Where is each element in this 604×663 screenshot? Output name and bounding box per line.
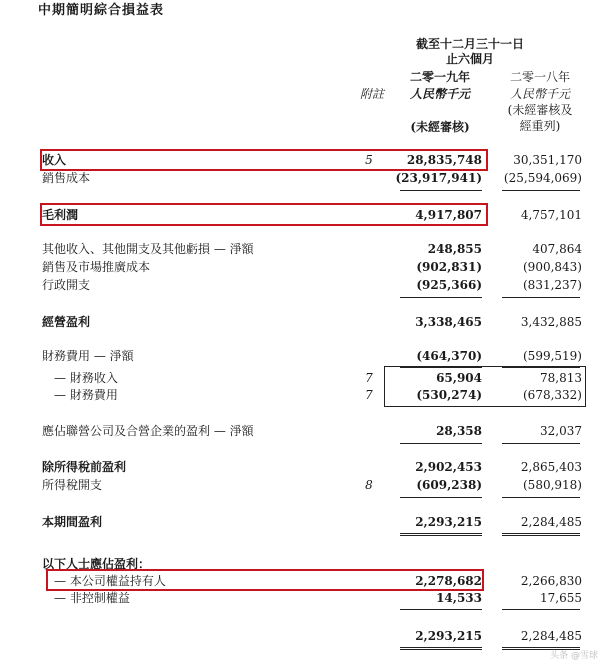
row-2018-profit-for-period: 2,284,485 xyxy=(520,515,582,529)
col2019-year: 二零一九年 xyxy=(409,70,470,84)
row-2018-equity-holders: 2,266,830 xyxy=(520,574,582,588)
row-2018-finance-income: 78,813 xyxy=(540,371,582,385)
row-2019-revenue: 28,835,748 xyxy=(406,153,482,167)
row-2019-cost-of-sales: (23,917,941) xyxy=(395,171,482,185)
rule-2018 xyxy=(502,609,580,610)
row-2019-profit-for-period: 2,293,215 xyxy=(415,515,482,529)
row-2019-finance-expense: (530,274) xyxy=(416,388,482,402)
col2018-unit: 人民幣千元 xyxy=(509,87,570,101)
rule-2019 xyxy=(400,443,482,444)
double-rule-2019 xyxy=(400,533,482,536)
row-label-equity-holders: — 本公司權益持有人 xyxy=(54,574,166,588)
row-2019-selling-costs: (902,831) xyxy=(416,260,482,274)
row-2019-attributable-total: 2,293,215 xyxy=(415,629,482,643)
row-note-finance-income: 7 xyxy=(365,371,373,385)
row-label-profit-before-tax: 除所得稅前盈利 xyxy=(42,460,127,474)
row-note-income-tax: 8 xyxy=(365,478,373,492)
col2019-unit: 人民幣千元 xyxy=(409,87,470,101)
row-label-non-controlling: — 非控制權益 xyxy=(54,591,130,605)
row-label-profit-for-period: 本期間盈利 xyxy=(42,515,103,529)
row-note-revenue: 5 xyxy=(365,153,373,167)
period-header-line2: 止六個月 xyxy=(445,52,494,66)
row-2019-non-controlling: 14,533 xyxy=(436,591,482,605)
rule-2018 xyxy=(502,443,580,444)
row-2018-other-income: 407,864 xyxy=(532,242,582,256)
row-2019-operating-profit: 3,338,465 xyxy=(415,315,482,329)
rule-2019 xyxy=(400,609,482,610)
row-2019-other-income: 248,855 xyxy=(427,242,482,256)
watermark: 头条 @雪球 xyxy=(550,651,598,661)
row-2018-cost-of-sales: (25,594,069) xyxy=(503,171,582,185)
row-2018-non-controlling: 17,655 xyxy=(540,591,582,605)
row-label-cost-of-sales: 銷售成本 xyxy=(42,171,91,185)
highlight-box-equity-holders xyxy=(46,569,484,591)
row-2019-income-tax: (609,238) xyxy=(416,478,482,492)
statement-title: 中期簡明綜合損益表 xyxy=(38,3,165,18)
col2019-status: (未經審核) xyxy=(410,120,470,134)
row-label-admin-expenses: 行政開支 xyxy=(42,278,91,292)
note-column-header: 附註 xyxy=(359,87,384,101)
row-2018-admin-expenses: (831,237) xyxy=(523,278,582,292)
row-label-finance-income: — 財務收入 xyxy=(54,371,118,385)
highlight-box-gross-profit xyxy=(40,203,488,226)
row-2018-attributable-total: 2,284,485 xyxy=(520,629,582,643)
row-2019-share-of-associates: 28,358 xyxy=(436,424,482,438)
row-label-income-tax: 所得稅開支 xyxy=(42,478,103,492)
rule-2019 xyxy=(400,190,482,191)
row-2019-admin-expenses: (925,366) xyxy=(416,278,482,292)
col2018-status-line1: (未經審核及 xyxy=(507,103,573,117)
row-note-finance-expense: 7 xyxy=(365,388,373,402)
row-2018-operating-profit: 3,432,885 xyxy=(520,315,582,329)
col2018-year: 二零一八年 xyxy=(509,70,570,84)
highlight-box-revenue xyxy=(40,149,488,171)
row-label-selling-costs: 銷售及市場推廣成本 xyxy=(42,260,151,274)
row-2018-finance-costs-net: (599,519) xyxy=(523,349,582,363)
row-label-revenue: 收入 xyxy=(42,153,67,167)
rule-2018 xyxy=(502,497,580,498)
row-2019-profit-before-tax: 2,902,453 xyxy=(415,460,482,474)
row-label-finance-costs-net: 財務費用 — 淨額 xyxy=(42,349,134,363)
rule-2019 xyxy=(400,297,482,298)
row-2018-income-tax: (580,918) xyxy=(523,478,582,492)
row-label-attributable-to: 以下人士應佔盈利： xyxy=(42,557,151,571)
row-2019-gross-profit: 4,917,807 xyxy=(415,208,482,222)
row-label-operating-profit: 經營盈利 xyxy=(42,315,91,329)
rule-2018 xyxy=(502,190,580,191)
row-2018-finance-expense: (678,332) xyxy=(523,388,582,402)
double-rule-2019 xyxy=(400,647,482,650)
rule-2019 xyxy=(400,497,482,498)
double-rule-2018 xyxy=(502,533,580,536)
row-2019-equity-holders: 2,278,682 xyxy=(415,574,482,588)
row-2018-revenue: 30,351,170 xyxy=(513,153,582,167)
row-label-gross-profit: 毛利潤 xyxy=(42,208,79,222)
row-label-share-of-associates: 應佔聯營公司及合營企業的盈利 — 淨額 xyxy=(42,424,254,438)
row-2018-profit-before-tax: 2,865,403 xyxy=(520,460,582,474)
row-2019-finance-costs-net: (464,370) xyxy=(416,349,482,363)
row-2019-finance-income: 65,904 xyxy=(436,371,482,385)
period-header-line1: 截至十二月三十一日 xyxy=(415,37,524,51)
col2018-status-line2: 經重列) xyxy=(519,119,561,133)
rule-2018 xyxy=(502,297,580,298)
row-label-finance-expense: — 財務費用 xyxy=(54,388,118,402)
row-2018-gross-profit: 4,757,101 xyxy=(520,208,582,222)
row-2018-selling-costs: (900,843) xyxy=(523,260,582,274)
row-label-other-income: 其他收入、其他開支及其他虧損 — 淨額 xyxy=(42,242,254,256)
row-2018-share-of-associates: 32,037 xyxy=(540,424,582,438)
finance-breakdown-box xyxy=(384,366,586,407)
